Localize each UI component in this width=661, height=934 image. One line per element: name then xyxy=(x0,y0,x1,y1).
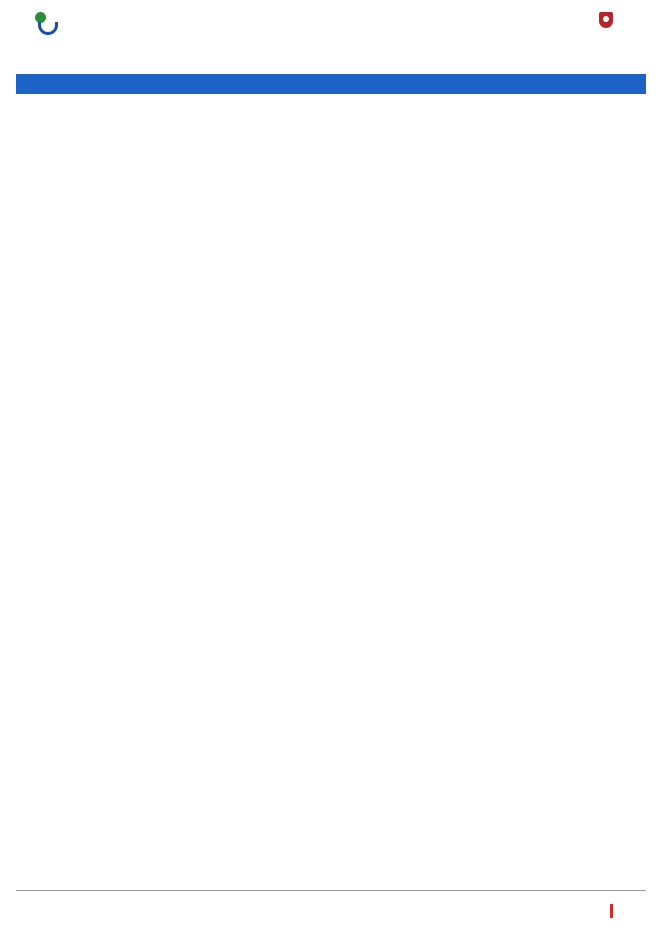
parana-bom-de-bola-logo xyxy=(22,10,70,60)
inga-logo xyxy=(610,901,646,923)
document-header xyxy=(0,0,661,72)
parana-crest-icon xyxy=(599,12,613,28)
soccer-player-icon xyxy=(33,10,59,36)
parana-government-logo xyxy=(574,12,638,60)
document-footer xyxy=(16,890,646,930)
header-titles xyxy=(150,6,511,7)
sport-label-bar xyxy=(16,74,646,94)
